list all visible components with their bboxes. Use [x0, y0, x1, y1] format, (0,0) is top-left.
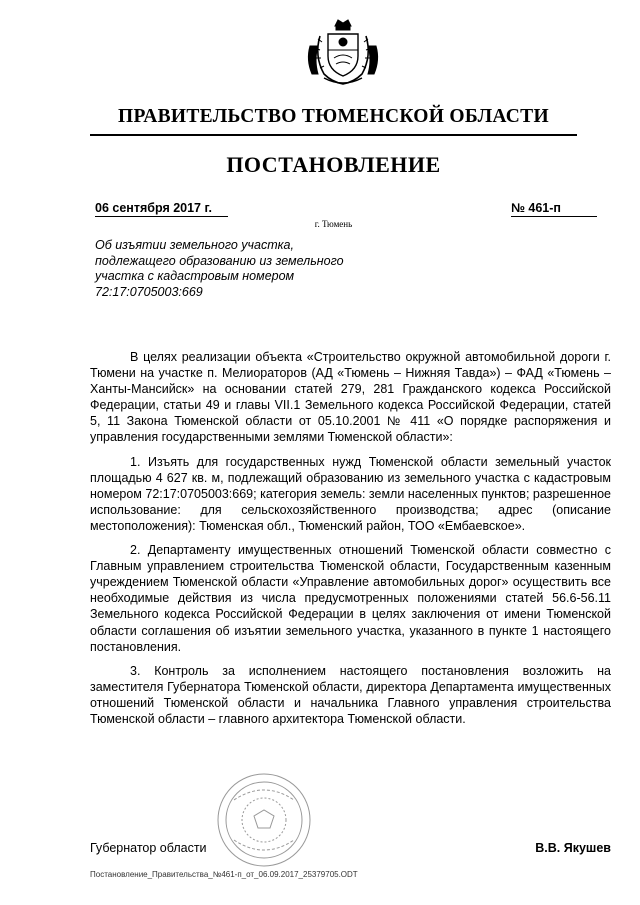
document-type-title: ПОСТАНОВЛЕНИЕ: [226, 152, 441, 177]
government-title: ПРАВИТЕЛЬСТВО ТЮМЕНСКОЙ ОБЛАСТИ: [118, 106, 549, 127]
document-number: № 461-п: [511, 201, 597, 217]
preamble-paragraph: В целях реализации объекта «Строительство окружной автомобильной дороги г. Тюмени на участке п. Мелиораторов (АД «Тюмень – Нижняя Тавда») – ФАД «Тюмень – Ханты-Мансийск» на основании статей 279, 281 Гражданского кодекса Российской Федерации, статьи 49 и главы VII.1 Земельного кодекса Российской Федерации, статей 5, 11 Закона Тюменской области от 05.10.2001 № 411 «О порядке распоряжения и управления государственными землями Тюменской области»:: [90, 350, 611, 445]
signatory-position: Губернатор области: [90, 841, 207, 855]
item-2-paragraph: 2. Департаменту имущественных отношений Тюменской области совместно с Главным управлением строительства Тюменской области, Государственным казенным учреждением Тюменской области «Управление автомобильных дорог» осуществить все необходимые действия из числа предусмотренных положениями статей 56.6-56.11 Земельного кодекса Российской Федерации в целях заключения от имени Тюменской области соглашения об изъятии земельного участка, указанного в пункте 1 настоящего постановления.: [90, 543, 611, 654]
item-1-paragraph: 1. Изъять для государственных нужд Тюменской области земельный участок площадью 4 627 кв. м, подлежащий образованию из земельного участка с кадастровым номером 72:17:0705003:669; категория земель: земли населенных пунктов; разрешенное использование: для сельскохозяйственного производства; адрес (описание местоположения): Тюменская обл., Тюменский район, ТОО «Ембаевское».: [90, 454, 611, 533]
round-seal-stamp-icon: [214, 770, 314, 870]
document-subject: Об изъятии земельного участка, подлежащего образованию из земельного участка с кадастровым номером 72:17:0705003:669: [95, 238, 344, 299]
signatory-name: В.В. Якушев: [535, 841, 611, 855]
file-footer: Постановление_Правительства_№461-п_от_06.09.2017_25379705.ODT: [90, 870, 358, 879]
title-divider: [90, 134, 577, 136]
city-label: г. Тюмень: [314, 219, 353, 229]
document-date: 06 сентября 2017 г.: [95, 201, 228, 217]
coat-of-arms-icon: [298, 16, 388, 90]
item-3-paragraph: 3. Контроль за исполнением настоящего постановления возложить на заместителя Губернатора Тюменской области, директора Департамента имущественных отношений Тюменской области и начальника Главного управления строительства Тюменской области – главного архитектора Тюменской области.: [90, 663, 611, 726]
document-body: [90, 349, 611, 735]
